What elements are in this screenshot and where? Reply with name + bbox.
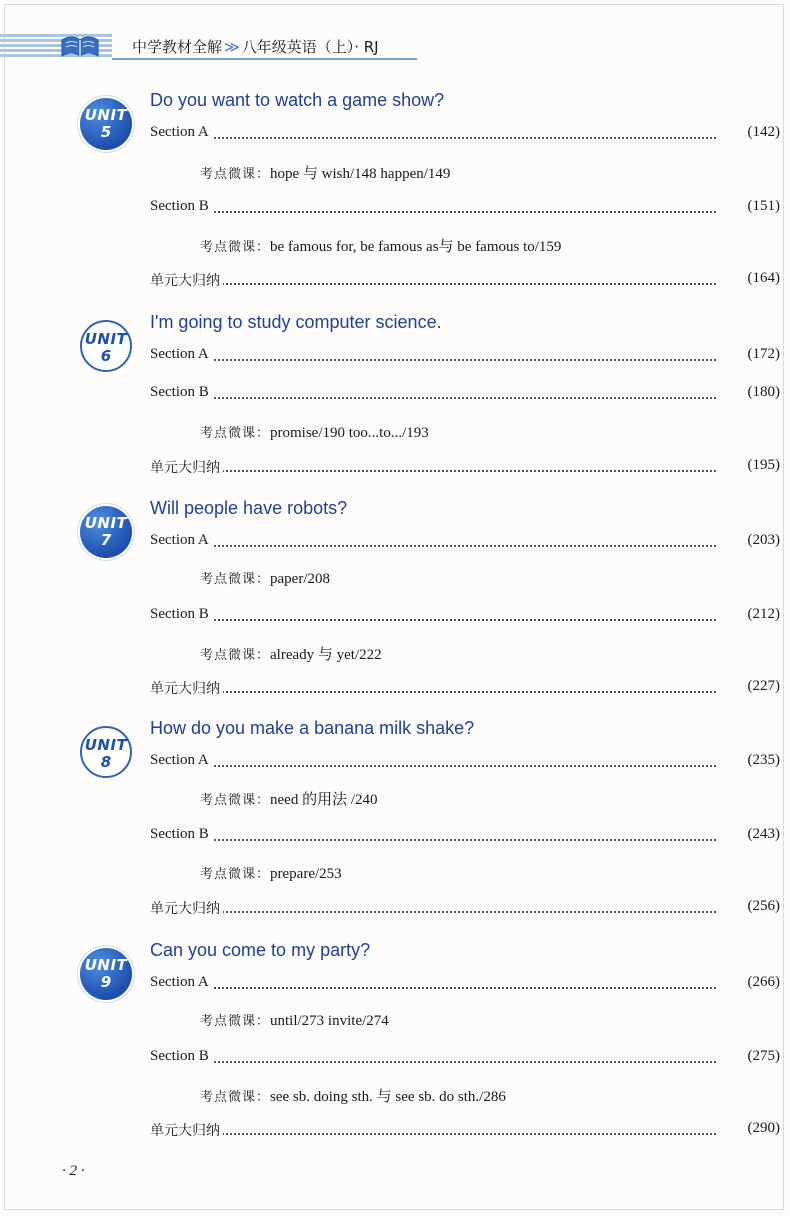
header-title	[132, 36, 379, 57]
toc-entry-page: (227)	[747, 678, 780, 694]
micro-lesson-text: hope 与 wish/148 happen/149	[270, 166, 451, 182]
toc-entry-label: Section B	[150, 198, 212, 215]
book-subtitle: 八年级英语（上）· RJ	[241, 38, 379, 56]
toc-entry[interactable]	[150, 752, 780, 774]
unit-badge-number: 6	[100, 347, 112, 365]
micro-lesson-text: paper/208	[270, 571, 330, 587]
toc-entry-page: (172)	[747, 346, 780, 362]
toc-entry-label: Section B	[150, 606, 212, 623]
unit-badge-label: UNIT	[84, 514, 128, 532]
micro-lesson-text: see sb. doing sth. 与 see sb. do sth./286	[270, 1089, 506, 1105]
micro-lesson-key: 考点微课：	[200, 793, 271, 808]
dot-leader	[150, 545, 716, 547]
toc-entry-page: (142)	[747, 124, 780, 140]
micro-lesson-key: 考点微课：	[200, 167, 271, 182]
unit-badge-number: 9	[100, 973, 112, 991]
dot-leader	[150, 397, 716, 399]
micro-lesson-key: 考点微课：	[200, 1090, 271, 1105]
toc-entry[interactable]	[150, 198, 780, 220]
unit-title[interactable]: Will people have robots?	[150, 498, 348, 518]
micro-lesson-note	[200, 162, 450, 183]
toc-entry[interactable]	[150, 457, 780, 479]
toc-entry-label: Section A	[150, 346, 212, 363]
micro-lesson-key: 考点微课：	[200, 572, 271, 587]
dot-leader	[150, 359, 716, 361]
micro-lesson-text: already 与 yet/222	[270, 647, 382, 663]
toc-entry[interactable]	[150, 898, 780, 920]
toc-entry-label: Section A	[150, 974, 212, 991]
dot-leader	[150, 283, 716, 285]
micro-lesson-key: 考点微课：	[200, 426, 271, 441]
toc-entry-label: Section B	[150, 384, 212, 401]
micro-lesson-text: prepare/253	[270, 866, 342, 882]
dot-leader	[150, 470, 716, 472]
toc-entry[interactable]	[150, 678, 780, 700]
micro-lesson-note	[200, 568, 330, 588]
micro-lesson-note	[200, 1010, 389, 1030]
dot-leader	[150, 1061, 716, 1063]
header-rule	[112, 58, 417, 60]
dot-leader	[150, 619, 716, 621]
toc-entry-label: Section B	[150, 826, 212, 843]
micro-lesson-note	[200, 863, 342, 883]
dot-leader	[150, 1133, 716, 1135]
unit-badge-number: 8	[100, 753, 112, 771]
page-header	[0, 28, 790, 64]
toc-entry-page: (275)	[747, 1048, 780, 1064]
unit-badge	[80, 726, 132, 778]
toc-entry-page: (266)	[747, 974, 780, 990]
micro-lesson-text: until/273 invite/274	[270, 1013, 389, 1029]
toc-entry-page: (164)	[747, 270, 780, 286]
unit-badge-number: 7	[100, 531, 112, 549]
unit-badge-label: UNIT	[84, 956, 128, 974]
toc-entry-label: Section A	[150, 124, 212, 141]
unit-badge-label: UNIT	[84, 106, 128, 124]
toc-entry[interactable]	[150, 1120, 780, 1142]
toc-entry-label: 单元大归纳	[150, 678, 223, 698]
micro-lesson-key: 考点微课：	[200, 648, 271, 663]
dot-leader	[150, 987, 716, 989]
toc-entry-page: (203)	[747, 532, 780, 548]
micro-lesson-key: 考点微课：	[200, 240, 271, 255]
toc-entry-label: Section A	[150, 752, 212, 769]
toc-entry[interactable]	[150, 270, 780, 292]
toc-entry-label: 单元大归纳	[150, 457, 223, 477]
toc-entry-label: 单元大归纳	[150, 270, 223, 290]
unit-badge	[80, 506, 132, 558]
book-title: 中学教材全解	[132, 38, 223, 56]
dot-leader	[150, 839, 716, 841]
toc-entry[interactable]	[150, 532, 780, 554]
dot-leader	[150, 137, 716, 139]
toc-entry-page: (180)	[747, 384, 780, 400]
dot-leader	[150, 765, 716, 767]
micro-lesson-note	[200, 235, 561, 256]
micro-lesson-note	[200, 1085, 506, 1106]
unit-title[interactable]: How do you make a banana milk shake?	[150, 718, 475, 738]
toc-entry-page: (195)	[747, 457, 780, 473]
micro-lesson-note	[200, 788, 378, 809]
toc-entry[interactable]	[150, 974, 780, 996]
unit-title[interactable]: Can you come to my party?	[150, 940, 371, 960]
unit-title[interactable]: Do you want to watch a game show?	[150, 90, 445, 110]
page-number: · 2 ·	[62, 1163, 85, 1179]
toc-entry-page: (243)	[747, 826, 780, 842]
unit-badge-number: 5	[100, 123, 112, 141]
unit-title[interactable]: I'm going to study computer science.	[150, 312, 442, 332]
micro-lesson-text: need 的用法 /240	[270, 792, 378, 808]
toc-entry-page: (151)	[747, 198, 780, 214]
header-separator: ≫	[224, 38, 240, 56]
unit-badge	[80, 98, 132, 150]
micro-lesson-text: promise/190 too...to.../193	[270, 425, 429, 441]
micro-lesson-text: be famous for, be famous as与 be famous to/159	[270, 239, 562, 255]
toc-entry[interactable]	[150, 826, 780, 848]
toc-entry-page: (212)	[747, 606, 780, 622]
micro-lesson-key: 考点微课：	[200, 867, 271, 882]
unit-badge-label: UNIT	[84, 736, 128, 754]
unit-badge-label: UNIT	[84, 330, 128, 348]
toc-entry[interactable]	[150, 1048, 780, 1070]
toc-entry[interactable]	[150, 346, 780, 368]
unit-badge	[80, 948, 132, 1000]
toc-entry-page: (256)	[747, 898, 780, 914]
toc-entry-label: 单元大归纳	[150, 1120, 223, 1140]
unit-badge	[80, 320, 132, 372]
dot-leader	[150, 691, 716, 693]
toc-entry-label: 单元大归纳	[150, 898, 223, 918]
toc-entry-label: Section B	[150, 1048, 212, 1065]
toc-entry[interactable]	[150, 606, 780, 628]
toc-entry[interactable]	[150, 124, 780, 146]
open-book-icon	[58, 32, 102, 60]
dot-leader	[150, 911, 716, 913]
micro-lesson-key: 考点微课：	[200, 1014, 271, 1029]
toc-entry-page: (290)	[747, 1120, 780, 1136]
micro-lesson-note	[200, 422, 429, 442]
toc-entry-page: (235)	[747, 752, 780, 768]
toc-entry-label: Section A	[150, 532, 212, 549]
toc-entry[interactable]	[150, 384, 780, 406]
dot-leader	[150, 211, 716, 213]
micro-lesson-note	[200, 643, 382, 664]
